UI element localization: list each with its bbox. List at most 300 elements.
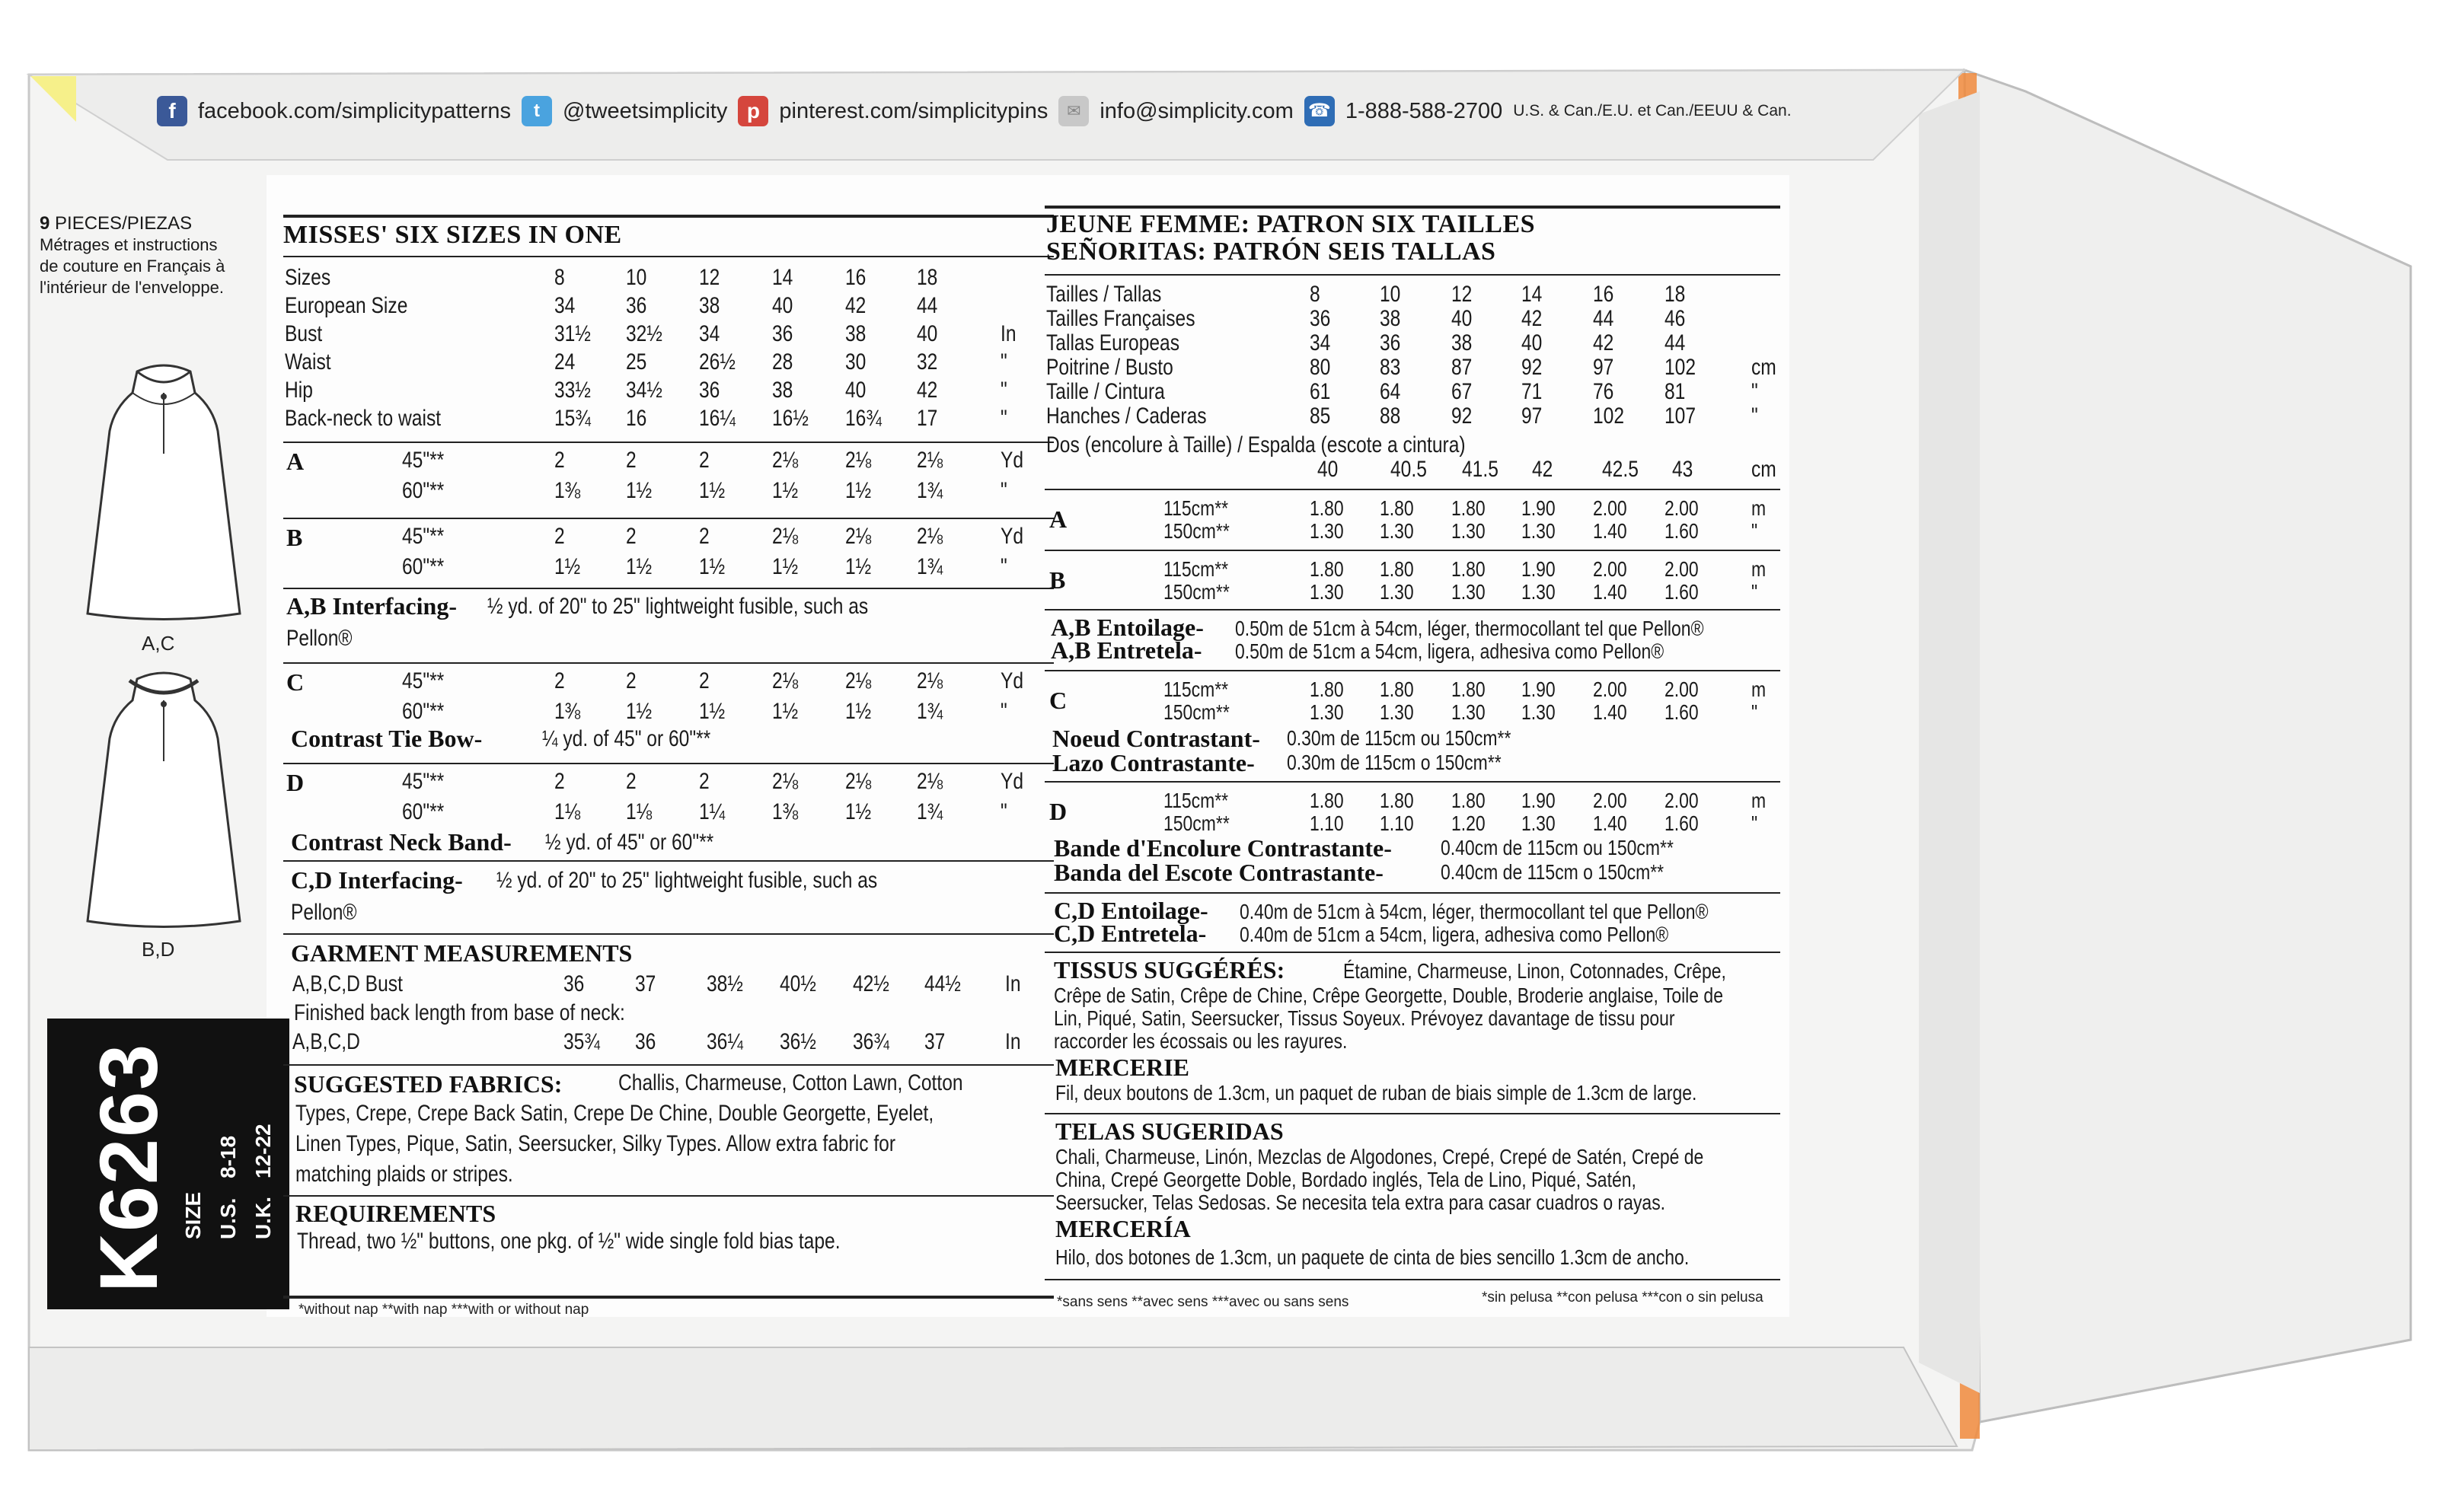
garment-label: A,B,C,D [292,1029,360,1054]
french-note-line: l'intérieur de l'enveloppe. [40,278,224,297]
yardage-value: 2⅛ [845,769,872,794]
size-value: 14 [772,265,793,290]
taille-value: 92 [1521,355,1543,380]
rule-line [283,662,1054,664]
yardage-value: 2 [626,668,637,693]
yardage-value: 2 [554,769,565,794]
yardage-value: 2 [554,668,565,693]
unit-label: Yd [1001,769,1024,794]
requirements-text: Thread, two ½" buttons, one pkg. of ½" wide single fold bias tape. [297,1229,841,1254]
back-length-value: 42.5 [1602,457,1639,482]
size-value: 26½ [699,349,736,375]
unit-label: " [1001,406,1007,431]
metrage-value: 1.80 [1380,677,1414,701]
taille-row-label: Poitrine / Busto [1046,355,1173,380]
taille-value: 38 [1380,306,1401,331]
taille-value: 83 [1380,355,1401,380]
yardage-value: 2 [554,448,565,473]
rule-line [1045,1279,1780,1280]
size-value: 40 [845,378,867,403]
yardage-value: 2⅛ [917,668,943,693]
lazo-label: Lazo Contrastante- [1052,749,1255,776]
pieces-count: 9 [40,213,50,234]
metrage-value: 1.30 [1451,519,1486,543]
tissus-label: TISSUS SUGGÉRÉS: [1054,956,1285,984]
unit-label: " [1001,349,1007,375]
metrage-value: 1.90 [1521,496,1556,520]
rule-line [1045,550,1780,551]
taille-value: 61 [1310,379,1331,404]
metrage-value: 1.30 [1521,811,1556,835]
french-heading: JEUNE FEMME: PATRON SIX TAILLES [1046,210,1536,238]
unit-label: Yd [1001,524,1024,549]
dress-sketch-ac [84,362,244,621]
rule-line [283,933,1054,935]
metrage-value: 1.10 [1310,811,1344,835]
yardage-value: 1¾ [917,699,943,724]
yardage-value: 2⅛ [845,448,872,473]
size-value: 44 [917,293,938,318]
metrage-value: 1.40 [1593,580,1627,604]
unit-label: Yd [1001,668,1024,693]
view-label-bd: B,D [142,938,175,961]
taille-value: 80 [1310,355,1331,380]
taille-value: 40 [1451,306,1473,331]
garment-value: 36¾ [853,1029,889,1054]
metrage-value: 1.80 [1310,789,1344,812]
social-links-bar [157,90,1792,132]
taille-value: 102 [1664,355,1696,380]
mercerie-heading: MERCERIE [1055,1054,1190,1081]
yardage-value: 1⅛ [554,799,581,824]
yardage-value: 2⅛ [845,668,872,693]
garment-value: 36½ [780,1029,816,1054]
garment-label: A,B,C,D Bust [292,971,403,996]
us-size-range: 8-18 [216,1135,240,1178]
metrage-value: 1.80 [1451,557,1486,581]
rule-line [283,518,1054,519]
footnote: *without nap **with nap ***with or without nap [298,1302,589,1318]
metrage-value: 1.80 [1310,557,1344,581]
unit-label: Yd [1001,448,1024,473]
view-letter: A [286,448,305,475]
yardage-value: 1½ [626,478,653,503]
fabric-width: 60"** [402,554,445,579]
metrage-value: 1.80 [1451,789,1486,812]
yardage-value: 2 [626,524,637,549]
fabric-width: 45"** [402,524,445,549]
taille-value: 10 [1380,282,1401,307]
tissus-line: raccorder les écossais ou les rayures. [1054,1029,1348,1053]
unit-label: " [1751,700,1758,724]
interfacing-label: A,B Interfacing- [286,592,457,620]
view-letter: A [1049,505,1068,533]
size-value: 16¼ [699,406,736,431]
yardage-value: 1¾ [917,554,943,579]
garment-value: 36 [563,971,585,996]
fabric-width: 45"** [402,448,445,473]
garment-value: 37 [924,1029,946,1054]
rule-line [1045,892,1780,894]
back-length-value: 40.5 [1390,457,1427,482]
fabric-width: 150cm** [1163,811,1230,835]
fabrics-line: Linen Types, Pique, Satin, Seersucker, Silky Types. Allow extra fabric for [295,1131,896,1156]
size-row-label: Back-neck to waist [285,406,442,431]
fabric-width: 115cm** [1163,496,1229,520]
mercerie-text: Fil, deux boutons de 1.3cm, un paquet de ruban de biais simple de 1.3cm de large. [1055,1081,1697,1105]
taille-value: 14 [1521,282,1543,307]
french-note-line: Métrages et instructions [40,235,218,254]
metrage-value: 1.30 [1451,580,1486,604]
size-value: 17 [917,406,938,431]
view-letter: B [1049,566,1066,594]
size-row-label: European Size [285,293,408,318]
yardage-value: 2⅛ [917,524,943,549]
garment-value: 38½ [707,971,743,996]
taille-value: 76 [1593,379,1614,404]
fabric-width: 60"** [402,699,445,724]
size-value: 36 [626,293,647,318]
metrage-value: 2.00 [1664,789,1699,812]
metrage-value: 1.80 [1310,496,1344,520]
taille-value: 97 [1521,403,1543,429]
tissus-line: Étamine, Charmeuse, Linon, Cotonnades, Crêpe, [1343,959,1726,983]
banda-label: Banda del Escote Contrastante- [1054,859,1384,886]
yardage-value: 2⅛ [917,448,943,473]
merceria-text: Hilo, dos botones de 1.3cm, un paquete de cinta de bies sencillo 1.3cm de ancho. [1055,1245,1690,1269]
us-label: U.S. [216,1197,240,1239]
entretela-text: 0.50m de 51cm a 54cm, ligera, adhesiva como Pellon® [1235,639,1664,663]
unit-label: m [1751,677,1767,701]
garment-value: 35¾ [563,1029,600,1054]
rule-line [283,588,1054,589]
fabric-width: 115cm** [1163,557,1229,581]
size-value: 32½ [626,321,662,346]
tissus-line: Crêpe de Satin, Crêpe de Chine, Crêpe Georgette, Double, Broderie anglaise, Toile de [1054,984,1723,1007]
entretela-label: C,D Entretela- [1054,920,1207,947]
yardage-value: 1½ [626,554,653,579]
unit-label: m [1751,789,1767,812]
size-value: 38 [772,378,793,403]
unit-label: cm [1751,355,1776,380]
yardage-value: 2 [699,448,710,473]
yardage-value: 2 [554,524,565,549]
left-column [40,213,268,298]
phone-number: 1-888-588-2700 [1345,98,1503,123]
size-value: 36 [699,378,720,403]
taille-value: 64 [1380,379,1401,404]
yardage-value: 1½ [845,799,872,824]
yardage-value: 1⅜ [772,799,799,824]
fabric-width: 45"** [402,769,445,794]
garment-heading: GARMENT MEASUREMENTS [291,939,633,967]
yardage-value: 1½ [845,699,872,724]
metrage-value: 1.10 [1380,811,1414,835]
french-note-line: de couture en Français à [40,257,225,276]
yardage-value: 1⅜ [554,699,581,724]
unit-label: cm [1751,457,1776,482]
taille-value: 102 [1593,403,1625,429]
merceria-heading: MERCERÍA [1055,1215,1191,1242]
rule-line [283,215,1054,218]
size-value: 34 [554,293,576,318]
view-label-ac: A,C [142,632,175,655]
size-value: 28 [772,349,793,375]
metrage-value: 1.80 [1451,496,1486,520]
garment-value: 42½ [853,971,889,996]
size-label: SIZE [181,1191,205,1239]
taille-value: 16 [1593,282,1614,307]
facebook-link[interactable]: facebook.com/simplicitypatterns [198,98,511,123]
taille-value: 44 [1664,330,1686,355]
pattern-number: K6263 [82,1042,174,1293]
email-link[interactable]: info@simplicity.com [1100,98,1294,123]
yardage-value: 1¾ [917,478,943,503]
yardage-value: 1⅛ [626,799,653,824]
rule-line [1045,781,1780,783]
metrage-value: 1.30 [1521,700,1556,724]
yardage-value: 2 [626,448,637,473]
unit-label: " [1751,519,1758,543]
taille-value: 38 [1451,330,1473,355]
metrage-value: 1.90 [1521,677,1556,701]
taille-row-label: Tailles Françaises [1046,306,1195,331]
fabrics-line: Types, Crepe, Crepe Back Satin, Crepe De Chine, Double Georgette, Eyelet, [295,1101,934,1126]
rule-line [283,256,1054,257]
yardage-value: 1½ [626,699,653,724]
size-value: 12 [699,265,720,290]
unit-label: m [1751,496,1767,520]
taille-value: 44 [1593,306,1614,331]
unit-label: " [1751,580,1758,604]
size-value: 36 [772,321,793,346]
metrage-value: 1.60 [1664,700,1699,724]
tissus-line: Lin, Piqué, Satin, Seersucker, Tissus Soyeux. Prévoyez davantage de tissu pour [1054,1006,1675,1030]
unit-label: " [1751,403,1758,429]
rule-line [1045,274,1780,276]
size-value: 42 [917,378,938,403]
size-value: 16¾ [845,406,882,431]
fabric-width: 45"** [402,668,445,693]
yardage-value: 1¼ [699,799,726,824]
pinterest-link[interactable]: pinterest.com/simplicitypins [779,98,1048,123]
fabric-width: 150cm** [1163,700,1230,724]
taille-row-label: Hanches / Caderas [1046,403,1207,429]
size-value: 33½ [554,378,591,403]
yardage-value: 1½ [699,478,726,503]
view-letter: C [286,668,305,696]
lazo-text: 0.30m de 115cm o 150cm** [1287,751,1502,774]
metrage-value: 1.40 [1593,519,1627,543]
size-value: 16 [626,406,647,431]
interfacing-text: Pellon® [291,900,357,925]
uk-label: U.K. [251,1197,275,1239]
metrage-value: 1.30 [1310,519,1344,543]
neck-band-text: ½ yd. of 45" or 60"** [545,830,714,855]
garment-value: 36¼ [707,1029,743,1054]
metrage-value: 1.30 [1310,700,1344,724]
interfacing-text: ½ yd. of 20" to 25" lightweight fusible, such as [487,594,869,619]
yardage-value: 1½ [554,554,581,579]
size-value: 10 [626,265,647,290]
size-value: 40 [917,321,938,346]
yardage-value: 1½ [699,554,726,579]
pinterest-icon: p [738,96,768,126]
taille-value: 42 [1521,306,1543,331]
unit-label: " [1751,379,1758,404]
spanish-heading: SEÑORITAS: PATRÓN SEIS TALLAS [1046,238,1496,266]
interfacing-label: C,D Interfacing- [291,866,463,894]
fabric-width: 60"** [402,799,445,824]
size-value: 38 [845,321,867,346]
rule-line [1045,609,1780,611]
unit-label: " [1001,378,1007,403]
metrage-value: 1.80 [1380,557,1414,581]
back-length-value: 43 [1672,457,1693,482]
metrage-value: 1.30 [1380,580,1414,604]
fabric-width: 115cm** [1163,677,1229,701]
rule-line [283,1195,1054,1197]
fabric-width: 60"** [402,478,445,503]
size-value: 34½ [626,378,662,403]
telas-line: Seersucker, Telas Sedosas. Se necesita tela extra para casar cuadros o rayas. [1055,1191,1666,1214]
footnote: *sans sens **avec sens ***avec ou sans sens [1057,1294,1349,1310]
metrage-value: 1.20 [1451,811,1486,835]
unit-label: " [1001,554,1007,579]
phone-note: U.S. & Can./E.U. et Can./EEUU & Can. [1513,102,1792,120]
facebook-icon: f [157,96,187,126]
phone-icon: ☎ [1304,96,1335,126]
taille-value: 88 [1380,403,1401,429]
telas-line: China, Crepé Georgette Doble, Bordado inglés, Tela de Lino, Piqué, Satén, [1055,1168,1636,1191]
pattern-number-block [47,1019,289,1309]
yardage-value: 1½ [845,478,872,503]
taille-value: 34 [1310,330,1331,355]
yardage-value: 1½ [699,699,726,724]
taille-value: 85 [1310,403,1331,429]
interfacing-text: Pellon® [286,626,353,651]
yardage-value: 2 [699,668,710,693]
unit-label: " [1001,699,1007,724]
taille-value: 18 [1664,282,1686,307]
rule-line [1045,952,1780,953]
yardage-value: 2 [699,524,710,549]
rule-line [283,1296,1054,1299]
yardage-value: 1½ [845,554,872,579]
rule-line [1045,1113,1780,1114]
yardage-value: 1⅜ [554,478,581,503]
size-row-label: Bust [285,321,323,346]
back-length-value: 40 [1317,457,1339,482]
size-row-label: Sizes [285,265,331,290]
neck-band-label: Contrast Neck Band- [291,828,512,856]
yardage-value: 2⅛ [772,524,799,549]
taille-value: 81 [1664,379,1686,404]
twitter-link[interactable]: @tweetsimplicity [563,98,728,123]
entoilage-label: A,B Entoilage- [1051,614,1204,641]
taille-value: 40 [1521,330,1543,355]
taille-value: 46 [1664,306,1686,331]
pieces-count-line [40,213,268,234]
fabrics-label: SUGGESTED FABRICS: [294,1070,563,1098]
unit-label: In [1005,1029,1021,1054]
taille-row-label: Tallas Europeas [1046,330,1180,355]
yardage-value: 1¾ [917,799,943,824]
view-letter: B [286,524,303,551]
size-value: 42 [845,293,867,318]
yardage-value: 1½ [772,699,799,724]
unit-label: In [1001,321,1017,346]
entoilage-text: 0.50m de 51cm à 54cm, léger, thermocollant tel que Pellon® [1235,617,1704,640]
size-value: 18 [917,265,938,290]
taille-value: 42 [1593,330,1614,355]
telas-heading: TELAS SUGERIDAS [1055,1117,1284,1145]
metrage-value: 1.30 [1451,700,1486,724]
yardage-value: 1½ [772,554,799,579]
garment-value: 37 [635,971,656,996]
yardage-value: 2 [626,769,637,794]
footnote: *sin pelusa **con pelusa ***con o sin pelusa [1482,1290,1763,1306]
unit-label: " [1751,811,1758,835]
yardage-value: 2⅛ [772,668,799,693]
yardage-value: 2 [699,769,710,794]
entoilage-label: C,D Entoilage- [1054,897,1208,924]
metrage-value: 1.30 [1521,519,1556,543]
rule-line [1045,489,1780,490]
tie-bow-text: ¼ yd. of 45" or 60"** [542,726,711,751]
size-value: 38 [699,293,720,318]
taille-value: 107 [1664,403,1696,429]
size-value: 32 [917,349,938,375]
rule-line [283,442,1054,443]
rule-line [283,860,1054,862]
metrage-value: 2.00 [1593,789,1627,812]
size-value: 16½ [772,406,809,431]
yardage-value: 2⅛ [772,769,799,794]
metrage-value: 1.60 [1664,811,1699,835]
english-heading: MISSES' SIX SIZES IN ONE [283,221,622,249]
size-value: 30 [845,349,867,375]
size-value: 31½ [554,321,591,346]
metrage-value: 1.80 [1310,677,1344,701]
twitter-icon: t [522,96,552,126]
metrage-value: 2.00 [1593,557,1627,581]
banda-text: 0.40cm de 115cm o 150cm** [1441,860,1664,884]
metrage-value: 1.30 [1521,580,1556,604]
metrage-value: 1.30 [1380,700,1414,724]
fabric-width: 115cm** [1163,789,1229,812]
taille-row-label: Tailles / Tallas [1046,282,1162,307]
size-value: 25 [626,349,647,375]
interfacing-text: ½ yd. of 20" to 25" lightweight fusible, such as [496,868,878,893]
size-value: 40 [772,293,793,318]
metrage-value: 1.90 [1521,789,1556,812]
size-value: 8 [554,265,565,290]
unit-label: " [1001,799,1007,824]
unit-label: " [1001,478,1007,503]
size-row-label: Waist [285,349,331,375]
yardage-value: 2⅛ [772,448,799,473]
taille-value: 92 [1451,403,1473,429]
metrage-value: 1.80 [1451,677,1486,701]
fabrics-line: Challis, Charmeuse, Cotton Lawn, Cotton [618,1070,963,1095]
back-length-label: Dos (encolure à Taille) / Espalda (escote a cintura) [1046,432,1466,457]
size-value: 15¾ [554,406,591,431]
fabric-width: 150cm** [1163,519,1230,543]
bande-text: 0.40cm de 115cm ou 150cm** [1441,836,1674,859]
garment-note: Finished back length from base of neck: [294,1000,625,1025]
telas-line: Chali, Charmeuse, Linón, Mezclas de Algodones, Crepé, Crepé de Satén, Crepé de [1055,1145,1704,1168]
